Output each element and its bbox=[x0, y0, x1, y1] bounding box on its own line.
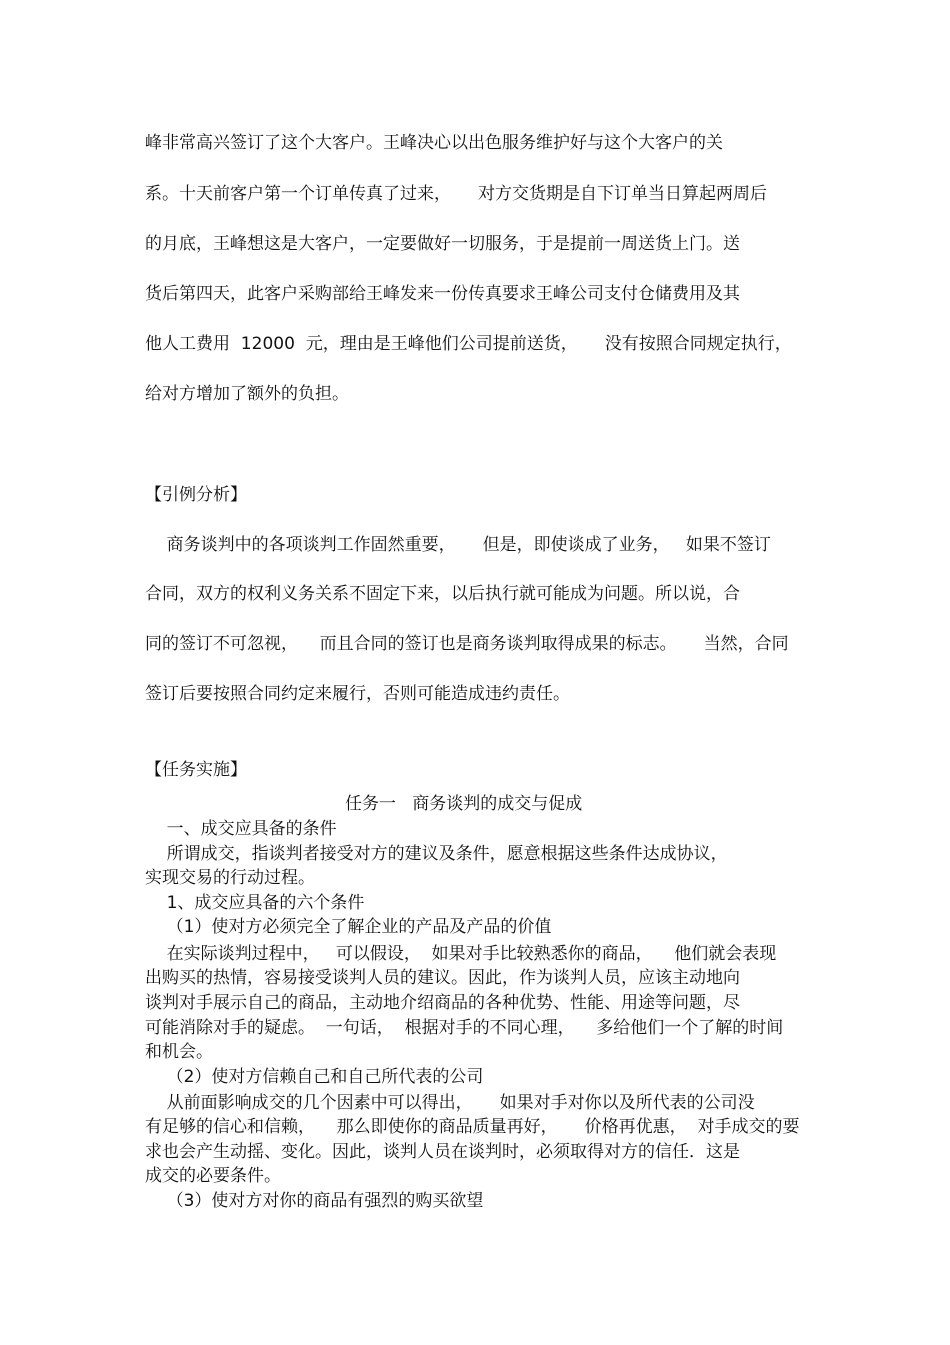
text-line: 1、成交应具备的六个条件 bbox=[145, 893, 365, 913]
text-line: 商务谈判中的各项谈判工作固然重要， 但是，即使谈成了业务， 如果不签订 bbox=[145, 535, 771, 555]
task-heading: 【任务实施】 bbox=[145, 760, 247, 780]
text-line: 和机会。 bbox=[145, 1042, 213, 1062]
text-line: 合同，双方的权利义务关系不固定下来，以后执行就可能成为问题。所以说，合 bbox=[145, 584, 740, 604]
text-line: 出购买的热情，容易接受谈判人员的建议。因此，作为谈判人员，应该主动地向 bbox=[145, 968, 740, 988]
text-line: 货后第四天，此客户采购部给王峰发来一份传真要求王峰公司支付仓储费用及其 bbox=[145, 284, 740, 304]
text-line: 有足够的信心和信赖， 那么即使你的商品质量再好， 价格再优惠， 对手成交的要 bbox=[145, 1117, 800, 1137]
text-line: 可能消除对手的疑虑。 一句话， 根据对手的不同心理， 多给他们一个了解的时间 bbox=[145, 1018, 784, 1038]
text-line: 他人工费用 12000 元，理由是王峰他们公司提前送货， 没有按照合同规定执行， bbox=[145, 334, 792, 354]
text-line: 谈判对手展示自己的商品，主动地介绍商品的各种优势、性能、用途等问题，尽 bbox=[145, 993, 740, 1013]
text-line: （2）使对方信赖自己和自己所代表的公司 bbox=[145, 1067, 484, 1087]
text-line: 在实际谈判过程中， 可以假设， 如果对手比较熟悉你的商品， 他们就会表现 bbox=[145, 944, 777, 964]
text-line: （1）使对方必须完全了解企业的产品及产品的价值 bbox=[145, 917, 552, 937]
text-line: 从前面影响成交的几个因素中可以得出， 如果对手对你以及所代表的公司没 bbox=[145, 1093, 755, 1113]
text-line: 的月底，王峰想这是大客户，一定要做好一切服务，于是提前一周送货上门。送 bbox=[145, 234, 740, 254]
text-line: 系。十天前客户第一个订单传真了过来， 对方交货期是自下订单当日算起两周后 bbox=[145, 184, 768, 204]
text-line: （3）使对方对你的商品有强烈的购买欲望 bbox=[145, 1191, 484, 1211]
text-line: 给对方增加了额外的负担。 bbox=[145, 384, 349, 404]
text-line: 签订后要按照合同约定来履行，否则可能造成违约责任。 bbox=[145, 684, 570, 704]
text-line: 一、成交应具备的条件 bbox=[145, 819, 337, 839]
text-line: 成交的必要条件。 bbox=[145, 1166, 281, 1186]
text-line: 所谓成交，指谈判者接受对方的建议及条件，愿意根据这些条件达成协议， bbox=[145, 844, 728, 864]
text-line: 实现交易的行动过程。 bbox=[145, 868, 315, 888]
analysis-heading: 【引例分析】 bbox=[145, 485, 247, 505]
text-line: 峰非常高兴签订了这个大客户。王峰决心以出色服务维护好与这个大客户的关 bbox=[145, 133, 723, 153]
text-line: 同的签订不可忽视， 而且合同的签订也是商务谈判取得成果的标志。 当然，合同 bbox=[145, 634, 789, 654]
task-title: 任务一 商务谈判的成交与促成 bbox=[345, 794, 583, 814]
text-line: 求也会产生动摇、变化。因此，谈判人员在谈判时，必须取得对方的信任．这是 bbox=[145, 1142, 740, 1162]
